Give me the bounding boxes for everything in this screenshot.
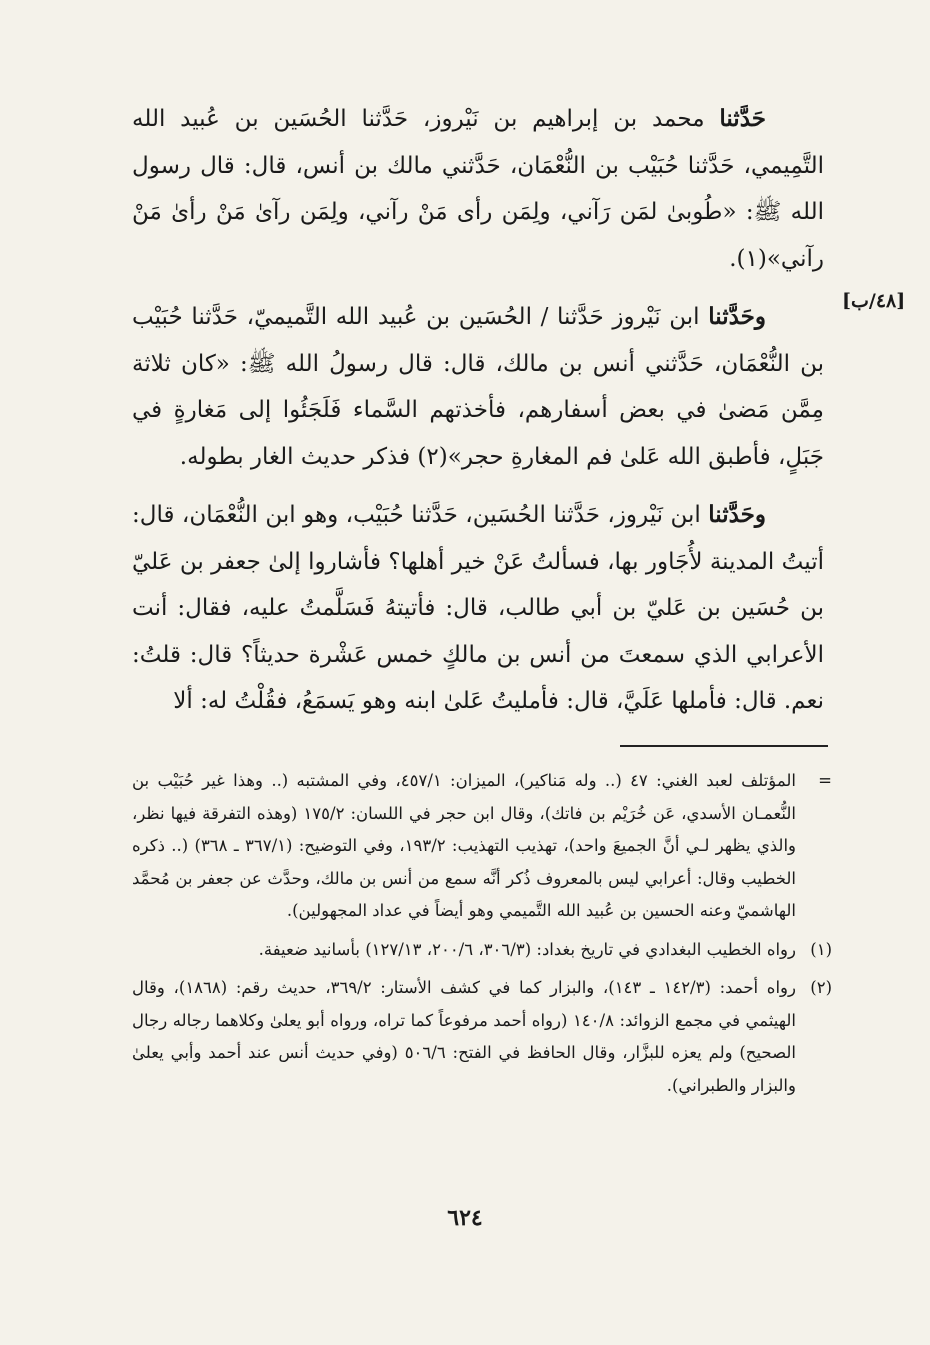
footnote-divider [620, 745, 828, 747]
page-number: ٦٢٤ [447, 1205, 483, 1231]
paragraph-2 [132, 294, 824, 480]
folio-margin-note: [٤٨/ب] [842, 290, 906, 312]
paragraph-1-lead: حَدَّثنا [719, 105, 766, 132]
paragraph-3-lead: وحَدَّثنا [708, 501, 766, 528]
footnote-1 [132, 934, 832, 967]
main-text [132, 96, 824, 725]
footnote-text: رواه أحمد: (١٤٢/٣ ـ ١٤٣)، والبزار كما في كشف الأستار: ٣٦٩/٢، حديث رقم: (١٨٦٨)، وقال الهيثمي في مجمع الزوائد: ١٤٠/٨ (رواه أحمد مرفوعاً كما تراه، ورواه أبو يعلىٰ وكلاهما رجاله رجال الصحيح) ولم يعزه للبزَّار، وقال الحافظ في الفتح: ٥٠٦/٦ (وفي حديث أنس عند أحمد وأبي يعلىٰ والبزار والطبراني). [132, 978, 797, 1095]
footnote-continued [132, 765, 832, 928]
paragraph-3 [132, 492, 824, 725]
footnote-marker: (٢) [810, 978, 832, 997]
footnotes [132, 765, 832, 1102]
footnote-marker: = [818, 771, 832, 790]
footnote-text: رواه الخطيب البغدادي في تاريخ بغداد: (٣٠٦/٣، ٢٠٠/٦، ١٢٧/١٣) بأسانيد ضعيفة. [258, 939, 796, 959]
footnote-2 [132, 972, 832, 1102]
paragraph-3-text: ابن نَيْروز، حَدَّثنا الحُسَين، حَدَّثنا حُبَيْب، وهو ابن النُّعْمَان، قال: أتيتُ المدينة لأُجَاور بها، فسألتُ عَنْ خير أهلها؟ فأشاروا إلىٰ جعفر بن عَليّ بن حُسَين بن عَليّ بن أبي طالب، قال: فأتيتهُ فَسَلَّمتُ عليه، فقال: أنت الأعرابي الذي سمعتَ من أنس بن مالكٍ خمس عَشْرة حديثاً؟ قال: قلتُ: نعم. قال: فأملها عَلَيَّ، قال: فأمليتُ عَلىٰ ابنه وهو يَسمَعُ، فقُلْتُ له: ألا [132, 502, 824, 714]
paragraph-2-text: ابن نَيْروز حَدَّثنا / الحُسَين بن عُبيد الله التَّميميّ، حَدَّثنا حُبَيْب بن النُّعْمَان، حَدَّثني أنس بن مالك، قال: قال رسولُ الله ﷺ: «كان ثلاثة مِمَّن مَضىٰ في بعض أسفارهم، فأخذتهم السَّماء فَلَجَئُوا إلى مَغارةٍ في جَبَلٍ، فأطبق الله عَلىٰ فم المغارةِ حجر»(٢) فذكر حديث الغار بطوله. [132, 304, 824, 470]
footnote-text: المؤتلف لعبد الغني: ٤٧ (.. وله مَناكير)، الميزان: ٤٥٧/١، وفي المشتبه (.. وهذا غير حُبَيْب بن النُّعمـان الأسدي، عَن خُرَيْم بن فاتك)، وقال ابن حجر في اللسان: ١٧٥/٢ (وهذه التفرقة فيها نظر، والذي يظهر لـي أنَّ الجميعَ واحد)، تهذيب التهذيب: ١٩٣/٢، وفي التوضيح: (٣٦٧/١ ـ ٣٦٨) (.. ذكره الخطيب وقال: أعرابي ليس بالمعروف ذُكر أنَّه سمع من أنس بن مالك، وحدَّث عن جعفر بن مُحمَّد الهاشميّ وعنه الحسين بن عُبيد الله التَّميمي وهو أيضاً في عداد المجهولين). [132, 771, 796, 920]
paragraph-1 [132, 96, 824, 282]
paragraph-1-text: محمد بن إبراهيم بن نَيْروز، حَدَّثنا الحُسَين بن عُبيد الله التَّمِيمي، حَدَّثنا حُبَيْب بن النُّعْمَان، حَدَّثني مالك بن أنس، قال: قال رسول الله ﷺ: «طُوبىٰ لمَن رَآني، ولِمَن رأى مَنْ رآني، ولِمَن رآىٰ مَنْ رأىٰ مَنْ رآني»(١). [132, 106, 824, 272]
footnote-marker: (١) [810, 939, 832, 959]
paragraph-2-lead: وحَدَّثنا [708, 303, 766, 330]
